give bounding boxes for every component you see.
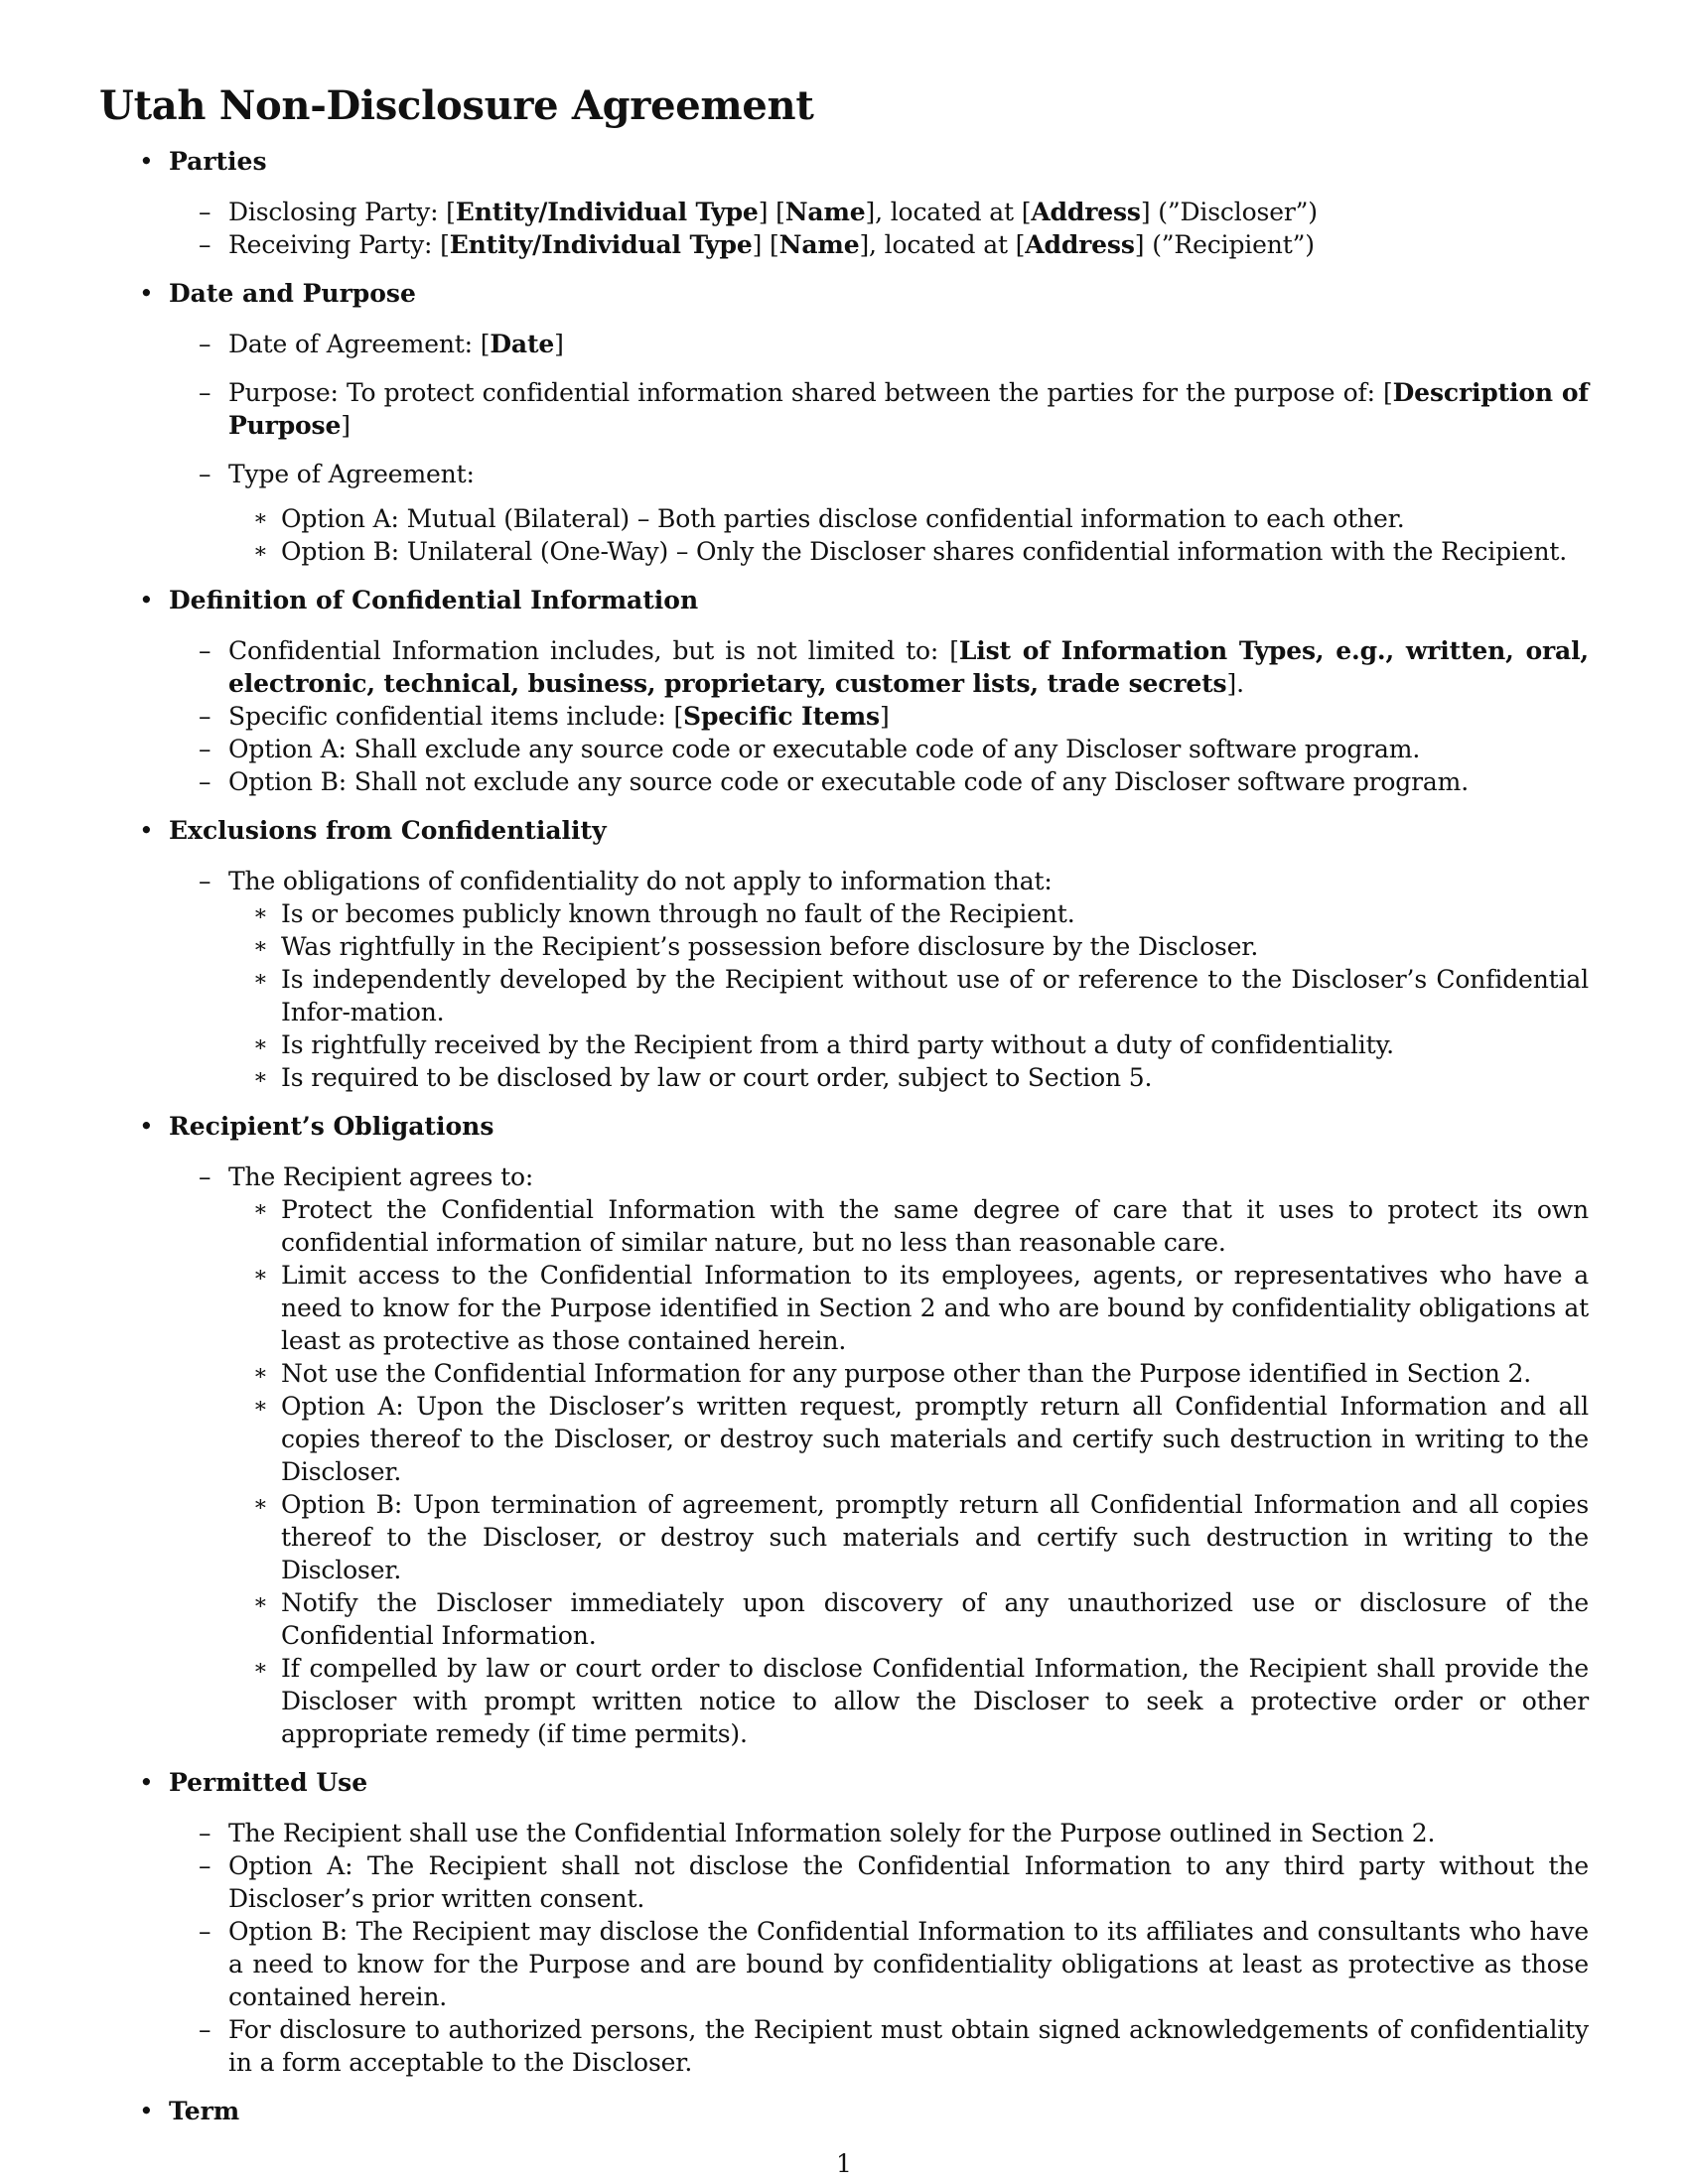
dash-icon: – xyxy=(199,198,211,226)
list-item-option-a: – Option A: Shall exclude any source code or executable code of any Discloser software program. xyxy=(199,735,1421,763)
section-heading: • Permitted Use xyxy=(139,1768,368,1797)
dash-icon: – xyxy=(199,2015,211,2044)
asterisk-icon: ∗ xyxy=(253,1361,268,1386)
list-item: ∗ Is or becomes publicly known through no fault of the Recipient. xyxy=(253,899,1075,928)
section-obligations xyxy=(99,1110,1589,1750)
list-item-disclosing-party: – Disclosing Party: [Entity/Individual Type] [Name], located at [Address] (”Discloser”) xyxy=(199,198,1318,226)
document-page xyxy=(99,81,1589,2127)
list-item-date: – Date of Agreement: [Date] xyxy=(199,330,564,358)
list-item: ∗ Is independently developed by the Recipient without use of or reference to the Discloser’s Confidential Infor-mation. xyxy=(253,965,1589,1026)
section-permitted-use xyxy=(99,1766,1589,2079)
document-title: Utah Non-Disclosure Agreement xyxy=(99,82,814,129)
dash-icon: – xyxy=(199,330,211,358)
list-item: ∗ Limit access to the Confidential Information to its employees, agents, or representatives who have a need to know for the Purpose identified in Section 2 and who are bound by confidentiality obligations at least as protective as those contained herein. xyxy=(253,1261,1589,1355)
asterisk-icon: ∗ xyxy=(253,1065,268,1090)
bullet-icon: • xyxy=(139,279,154,308)
page-number: 1 xyxy=(836,2149,852,2178)
list-item: ∗ Protect the Confidential Information with the same degree of care that it uses to protect its own confidential information of similar nature, but no less than reasonable care. xyxy=(253,1195,1589,1257)
list-item-option-a: ∗ Option A: Mutual (Bilateral) – Both parties disclose confidential information to each other. xyxy=(253,504,1405,533)
asterisk-icon: ∗ xyxy=(253,967,268,992)
list-item: – Option A: The Recipient shall not disclose the Confidential Information to any third party without the Discloser’s prior written consent. xyxy=(199,1851,1589,1913)
section-heading: • Recipient’s Obligations xyxy=(139,1112,494,1141)
asterisk-icon: ∗ xyxy=(253,1263,268,1288)
dash-icon: – xyxy=(199,1819,211,1847)
dash-icon: – xyxy=(199,867,211,895)
list-item: ∗ Option A: Upon the Discloser’s written request, promptly return all Confidential Information and all copies thereof to the Discloser, or destroy such materials and certify such destruction in writing to the Discloser. xyxy=(253,1392,1589,1486)
list-item: ∗ Is rightfully received by the Recipient from a third party without a duty of confidentiality. xyxy=(253,1030,1394,1059)
asterisk-icon: ∗ xyxy=(253,901,268,926)
bullet-icon: • xyxy=(139,2097,154,2125)
definition-list xyxy=(169,634,1589,798)
list-item-intro: – The Recipient agrees to: xyxy=(199,1162,534,1191)
asterisk-icon: ∗ xyxy=(253,1590,268,1615)
asterisk-icon: ∗ xyxy=(253,1656,268,1681)
bullet-icon: • xyxy=(139,147,154,176)
list-item: ∗ Notify the Discloser immediately upon discovery of any unauthorized use or disclosure of the Confidential Information. xyxy=(253,1588,1589,1650)
bullet-icon: • xyxy=(139,1112,154,1141)
asterisk-icon: ∗ xyxy=(253,1394,268,1419)
asterisk-icon: ∗ xyxy=(253,1492,268,1517)
dash-icon: – xyxy=(199,378,211,407)
list-item: ∗ Option B: Upon termination of agreement, promptly return all Confidential Information and all copies thereof to the Discloser, or destroy such materials and certify such destruction in writing to the Discloser. xyxy=(253,1490,1589,1584)
asterisk-icon: ∗ xyxy=(253,1032,268,1057)
list-item: – The Recipient shall use the Confidential Information solely for the Purpose outlined in Section 2. xyxy=(199,1819,1436,1847)
dash-icon: – xyxy=(199,1917,211,1946)
list-item: – Option B: The Recipient may disclose the Confidential Information to its affiliates and consultants who have a need to know for the Purpose and are bound by confidentiality obligations at least as protective as those contained herein. xyxy=(199,1917,1589,2011)
permitted-use-list xyxy=(169,1817,1589,2079)
bullet-icon: • xyxy=(139,586,154,614)
dash-icon: – xyxy=(199,1851,211,1880)
obligations-list xyxy=(169,1160,1589,1750)
list-item-includes: – Confidential Information includes, but is not limited to: [List of Information Types, e.g., written, oral, electronic, technical, business, proprietary, customer lists, trade secrets]. xyxy=(199,636,1589,698)
list-item-intro: – The obligations of confidentiality do not apply to information that: xyxy=(199,867,1053,895)
exclusions-list xyxy=(169,865,1589,1094)
parties-list xyxy=(169,196,1589,261)
section-heading: • Term xyxy=(139,2097,240,2125)
section-date-purpose xyxy=(99,277,1589,568)
section-heading: • Date and Purpose xyxy=(139,279,416,308)
section-exclusions xyxy=(99,814,1589,1094)
section-parties xyxy=(99,145,1589,261)
list-item-receiving-party: – Receiving Party: [Entity/Individual Type] [Name], located at [Address] (”Recipient”) xyxy=(199,230,1315,259)
list-item-option-b: – Option B: Shall not exclude any source code or executable code of any Discloser software program. xyxy=(199,767,1470,796)
asterisk-icon: ∗ xyxy=(253,1197,268,1222)
list-item: ∗ Not use the Confidential Information for any purpose other than the Purpose identified in Section 2. xyxy=(253,1359,1532,1388)
list-item-option-b: ∗ Option B: Unilateral (One-Way) – Only the Discloser shares confidential information with the Recipient. xyxy=(253,537,1568,566)
dash-icon: – xyxy=(199,1162,211,1191)
list-item: – For disclosure to authorized persons, the Recipient must obtain signed acknowledgements of confidentiality in a form acceptable to the Discloser. xyxy=(199,2015,1589,2077)
section-heading: • Exclusions from Confidentiality xyxy=(139,816,607,845)
list-item-purpose: – Purpose: To protect confidential information shared between the parties for the purpose of: [Description of Purpose] xyxy=(199,378,1589,440)
date-purpose-list xyxy=(169,328,1589,568)
dash-icon: – xyxy=(199,460,211,488)
list-item-specific-items: – Specific confidential items include: [Specific Items] xyxy=(199,702,890,731)
obligation-items xyxy=(169,1193,1589,1750)
exclusion-items xyxy=(169,897,1589,1094)
dash-icon: – xyxy=(199,702,211,731)
dash-icon: – xyxy=(199,767,211,796)
list-item: ∗ If compelled by law or court order to disclose Confidential Information, the Recipient shall provide the Discloser with prompt written notice to allow the Discloser to seek a protective order or other appropriate remedy (if time permits). xyxy=(253,1654,1589,1748)
bullet-icon: • xyxy=(139,1768,154,1797)
agreement-options-list xyxy=(169,502,1589,568)
list-item: ∗ Is required to be disclosed by law or court order, subject to Section 5. xyxy=(253,1063,1153,1092)
asterisk-icon: ∗ xyxy=(253,539,268,564)
list-item-type-of-agreement: – Type of Agreement: xyxy=(199,460,475,488)
list-item: ∗ Was rightfully in the Recipient’s possession before disclosure by the Discloser. xyxy=(253,932,1259,961)
asterisk-icon: ∗ xyxy=(253,506,268,531)
dash-icon: – xyxy=(199,735,211,763)
section-heading: • Parties xyxy=(139,147,267,176)
bullet-icon: • xyxy=(139,816,154,845)
section-heading: • Definition of Confidential Information xyxy=(139,586,699,614)
dash-icon: – xyxy=(199,230,211,259)
section-term xyxy=(99,2095,1589,2127)
section-definition xyxy=(99,584,1589,798)
asterisk-icon: ∗ xyxy=(253,934,268,959)
dash-icon: – xyxy=(199,636,211,665)
